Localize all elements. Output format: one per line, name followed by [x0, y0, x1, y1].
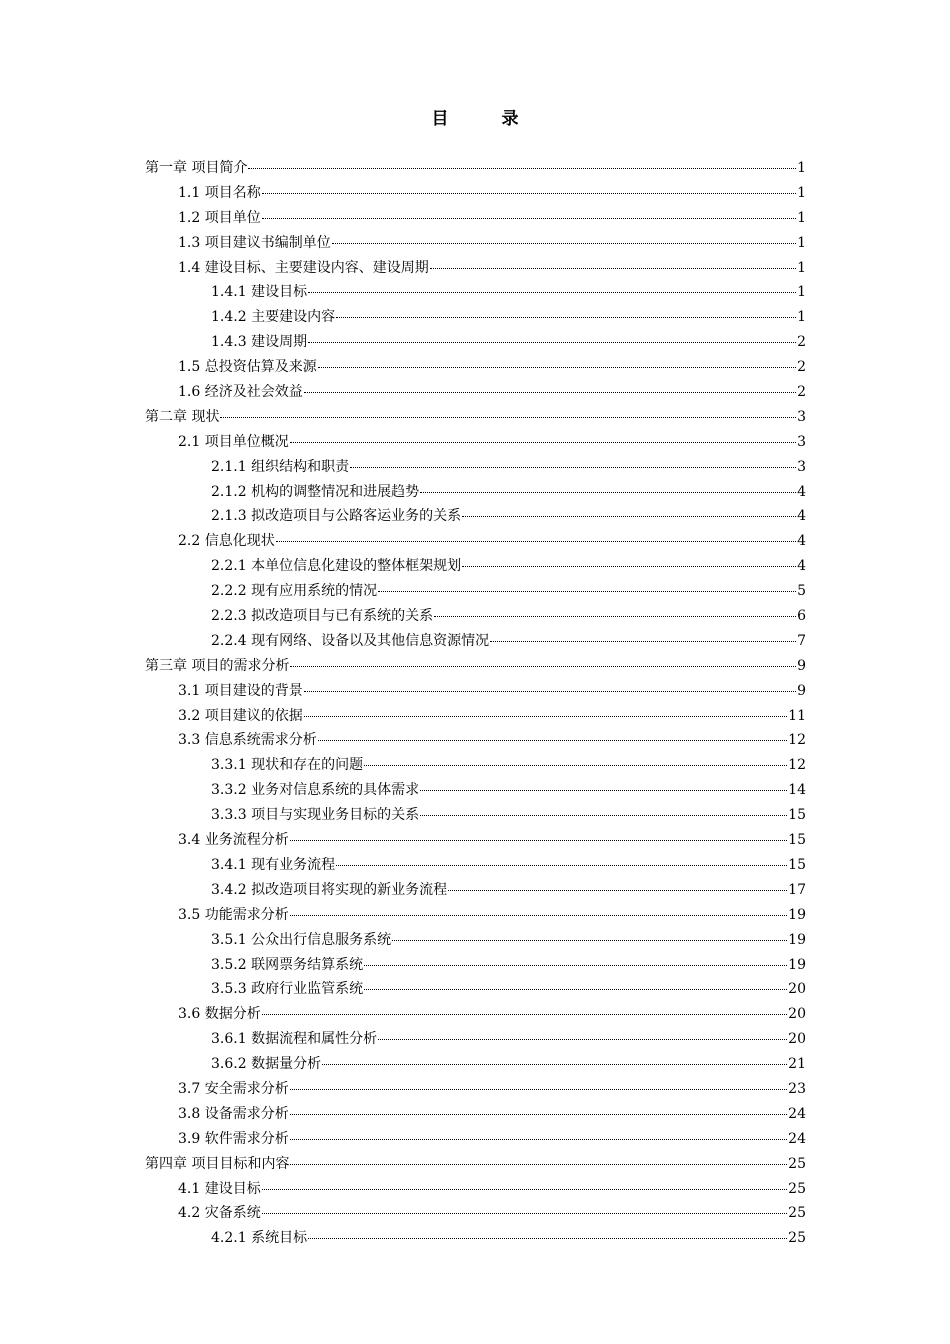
toc-entry[interactable]: [145, 1201, 806, 1226]
toc-entry-label: 4.2.1 系统目标: [211, 1230, 308, 1247]
dot-leader: [434, 616, 796, 617]
toc-entry-label: 3.7 安全需求分析: [178, 1080, 289, 1097]
toc-entry[interactable]: [145, 928, 806, 953]
dot-leader: [448, 890, 787, 891]
dot-leader: [290, 840, 787, 841]
dot-leader: [276, 541, 796, 542]
toc-entry-page-number: 1: [797, 309, 806, 326]
toc-entry[interactable]: [145, 504, 806, 529]
dot-leader: [290, 442, 796, 443]
toc-entry-page-number: 4: [797, 483, 806, 500]
toc-entry-page-number: 3: [797, 408, 806, 425]
toc-entry-page-number: 19: [788, 906, 806, 923]
dot-leader: [318, 740, 787, 741]
dot-leader: [336, 317, 796, 318]
page-title: 目 录: [431, 109, 537, 129]
toc-entry-label: 3.3.3 项目与实现业务目标的关系: [211, 807, 420, 824]
toc-entry-label: 3.6.1 数据流程和属性分析: [211, 1031, 378, 1048]
dot-leader: [364, 765, 787, 766]
dot-leader: [262, 1213, 787, 1214]
toc-entry-page-number: 15: [788, 807, 806, 824]
toc-entry-label: 1.5 总投资估算及来源: [178, 359, 317, 376]
toc-entry-page-number: 24: [788, 1130, 806, 1147]
toc-entry-page-number: 23: [788, 1080, 806, 1097]
toc-entry-page-number: 25: [788, 1205, 806, 1222]
toc-entry[interactable]: [145, 629, 806, 654]
toc-entry[interactable]: [145, 1077, 806, 1102]
toc-entry-page-number: 7: [797, 632, 806, 649]
dot-leader: [290, 1139, 787, 1140]
toc-entry-label: 1.3 项目建议书编制单位: [178, 234, 331, 251]
toc-entry-label: 第二章 现状: [145, 408, 220, 425]
toc-entry-page-number: 19: [788, 956, 806, 973]
toc-entry-label: 3.6 数据分析: [178, 1006, 261, 1023]
toc-entry[interactable]: [145, 753, 806, 778]
dot-leader: [336, 865, 787, 866]
toc-entry[interactable]: [145, 878, 806, 903]
toc-entry-page-number: 5: [797, 583, 806, 600]
toc-entry-page-number: 3: [797, 458, 806, 475]
toc-entry-label: 1.1 项目名称: [178, 184, 261, 201]
toc-entry[interactable]: [145, 977, 806, 1002]
dot-leader: [308, 1238, 787, 1239]
toc-entry-label: 4.1 建设目标: [178, 1180, 261, 1197]
toc-entry[interactable]: [145, 330, 806, 355]
toc-entry-page-number: 25: [788, 1230, 806, 1247]
toc-entry-label: 第一章 项目简介: [145, 160, 248, 176]
toc-entry[interactable]: [145, 280, 806, 305]
toc-entry[interactable]: [145, 405, 806, 430]
dot-leader: [378, 591, 796, 592]
toc-entry-page-number: 11: [788, 707, 806, 724]
toc-entry-page-number: 12: [788, 732, 806, 749]
toc-entry-label: 第四章 项目目标和内容: [145, 1155, 290, 1172]
toc-entry-page-number: 1: [797, 284, 806, 301]
toc-entry[interactable]: [145, 953, 806, 978]
toc-entry[interactable]: [145, 853, 806, 878]
toc-entry-label: 2.2 信息化现状: [178, 533, 275, 550]
toc-entry-page-number: 25: [788, 1180, 806, 1197]
toc-entry-label: 3.2 项目建议的依据: [178, 707, 303, 724]
table-of-contents: [145, 156, 806, 1251]
toc-entry[interactable]: [145, 455, 806, 480]
dot-leader: [308, 292, 796, 293]
toc-entry[interactable]: [145, 156, 806, 181]
toc-entry[interactable]: [145, 778, 806, 803]
dot-leader: [462, 516, 796, 517]
dot-leader: [332, 243, 796, 244]
toc-entry-label: 3.4.1 现有业务流程: [211, 856, 336, 873]
dot-leader: [262, 193, 796, 194]
toc-entry[interactable]: [145, 1002, 806, 1027]
dot-leader: [364, 989, 787, 990]
toc-entry[interactable]: [145, 1177, 806, 1202]
toc-entry-label: 3.1 项目建设的背景: [178, 682, 303, 699]
dot-leader: [290, 915, 787, 916]
toc-entry-page-number: 4: [797, 533, 806, 550]
toc-entry-label: 3.3.2 业务对信息系统的具体需求: [211, 782, 420, 799]
toc-entry-page-number: 9: [797, 657, 806, 674]
toc-entry-page-number: 1: [797, 160, 806, 176]
toc-entry[interactable]: [145, 1226, 806, 1251]
dot-leader: [290, 666, 796, 667]
dot-leader: [322, 1064, 787, 1065]
dot-leader: [420, 790, 787, 791]
dot-leader: [308, 342, 796, 343]
toc-entry-page-number: 19: [788, 931, 806, 948]
toc-entry[interactable]: [145, 828, 806, 853]
dot-leader: [364, 965, 787, 966]
toc-entry-page-number: 12: [788, 757, 806, 774]
dot-leader: [262, 1189, 787, 1190]
toc-entry-page-number: 25: [788, 1155, 806, 1172]
toc-entry[interactable]: [145, 728, 806, 753]
toc-entry-label: 2.2.3 拟改造项目与已有系统的关系: [211, 608, 434, 625]
toc-entry[interactable]: [145, 231, 806, 256]
toc-entry-page-number: 1: [797, 234, 806, 251]
toc-entry[interactable]: [145, 554, 806, 579]
toc-entry[interactable]: [145, 803, 806, 828]
toc-entry-page-number: 20: [788, 1006, 806, 1023]
toc-entry[interactable]: [145, 1052, 806, 1077]
toc-entry-label: 1.4.1 建设目标: [211, 284, 308, 301]
toc-entry-label: 2.1.2 机构的调整情况和进展趋势: [211, 483, 420, 500]
toc-entry-page-number: 9: [797, 682, 806, 699]
toc-entry[interactable]: [145, 1127, 806, 1152]
toc-entry[interactable]: [145, 355, 806, 380]
toc-entry[interactable]: [145, 604, 806, 629]
dot-leader: [318, 367, 796, 368]
dot-leader: [430, 268, 796, 269]
dot-leader: [462, 566, 796, 567]
toc-entry[interactable]: [145, 1027, 806, 1052]
toc-entry[interactable]: [145, 256, 806, 281]
toc-entry[interactable]: [145, 903, 806, 928]
toc-entry-page-number: 1: [797, 259, 806, 276]
dot-leader: [392, 940, 787, 941]
dot-leader: [248, 168, 796, 169]
toc-entry-label: 3.5.3 政府行业监管系统: [211, 981, 364, 998]
toc-entry[interactable]: [145, 1102, 806, 1127]
toc-entry[interactable]: [145, 380, 806, 405]
toc-entry-page-number: 21: [788, 1056, 806, 1073]
toc-entry-label: 3.4.2 拟改造项目将实现的新业务流程: [211, 881, 448, 898]
dot-leader: [304, 716, 787, 717]
toc-entry-label: 3.9 软件需求分析: [178, 1130, 289, 1147]
toc-entry-label: 1.6 经济及社会效益: [178, 384, 303, 401]
toc-entry-label: 3.3 信息系统需求分析: [178, 732, 317, 749]
toc-entry-label: 1.4 建设目标、主要建设内容、建设周期: [178, 259, 429, 276]
toc-entry-label: 2.2.2 现有应用系统的情况: [211, 583, 378, 600]
toc-entry-page-number: 14: [788, 782, 806, 799]
dot-leader: [304, 691, 796, 692]
toc-entry-label: 2.1.1 组织结构和职责: [211, 458, 350, 475]
toc-entry-page-number: 2: [797, 384, 806, 401]
dot-leader: [378, 1039, 787, 1040]
dot-leader: [220, 417, 796, 418]
toc-entry[interactable]: [145, 529, 806, 554]
toc-entry-page-number: 2: [797, 359, 806, 376]
toc-entry-page-number: 1: [797, 209, 806, 226]
toc-entry-page-number: 3: [797, 433, 806, 450]
toc-entry-label: 3.8 设备需求分析: [178, 1105, 289, 1122]
toc-entry-page-number: 1: [797, 184, 806, 201]
toc-entry-label: 2.1.3 拟改造项目与公路客运业务的关系: [211, 508, 462, 525]
toc-entry-label: 2.2.1 本单位信息化建设的整体框架规划: [211, 558, 462, 575]
toc-entry-label: 3.4 业务流程分析: [178, 832, 289, 849]
dot-leader: [262, 218, 796, 219]
toc-entry-label: 3.5 功能需求分析: [178, 906, 289, 923]
toc-entry-label: 1.4.2 主要建设内容: [211, 309, 336, 326]
toc-entry-label: 3.5.1 公众出行信息服务系统: [211, 931, 392, 948]
toc-entry-label: 2.2.4 现有网络、设备以及其他信息资源情况: [211, 632, 490, 649]
toc-entry-label: 3.3.1 现状和存在的问题: [211, 757, 364, 774]
toc-entry-page-number: 20: [788, 981, 806, 998]
dot-leader: [420, 815, 787, 816]
toc-entry-label: 4.2 灾备系统: [178, 1205, 261, 1222]
toc-entry-page-number: 17: [788, 881, 806, 898]
toc-entry[interactable]: [145, 181, 806, 206]
toc-entry[interactable]: [145, 679, 806, 704]
dot-leader: [290, 1114, 787, 1115]
toc-entry[interactable]: [145, 305, 806, 330]
toc-entry[interactable]: [145, 430, 806, 455]
toc-entry-label: 1.4.3 建设周期: [211, 334, 308, 351]
dot-leader: [420, 492, 796, 493]
toc-entry-page-number: 24: [788, 1105, 806, 1122]
toc-entry[interactable]: [145, 704, 806, 729]
toc-entry-page-number: 15: [788, 856, 806, 873]
dot-leader: [490, 641, 796, 642]
toc-entry-page-number: 15: [788, 832, 806, 849]
toc-entry-label: 3.6.2 数据量分析: [211, 1056, 322, 1073]
toc-entry[interactable]: [145, 1152, 806, 1177]
toc-entry-label: 1.2 项目单位: [178, 209, 261, 226]
toc-entry-page-number: 4: [797, 558, 806, 575]
toc-entry-label: 3.5.2 联网票务结算系统: [211, 956, 364, 973]
toc-entry-label: 2.1 项目单位概况: [178, 433, 289, 450]
toc-entry[interactable]: [145, 654, 806, 679]
toc-entry[interactable]: [145, 480, 806, 505]
dot-leader: [304, 392, 796, 393]
toc-entry[interactable]: [145, 206, 806, 231]
toc-entry-label: 第三章 项目的需求分析: [145, 657, 290, 674]
toc-entry[interactable]: [145, 579, 806, 604]
toc-entry-page-number: 2: [797, 334, 806, 351]
toc-entry-page-number: 6: [797, 608, 806, 625]
dot-leader: [290, 1089, 787, 1090]
toc-entry-page-number: 20: [788, 1031, 806, 1048]
dot-leader: [350, 467, 796, 468]
dot-leader: [290, 1164, 787, 1165]
dot-leader: [262, 1014, 787, 1015]
toc-entry-page-number: 4: [797, 508, 806, 525]
